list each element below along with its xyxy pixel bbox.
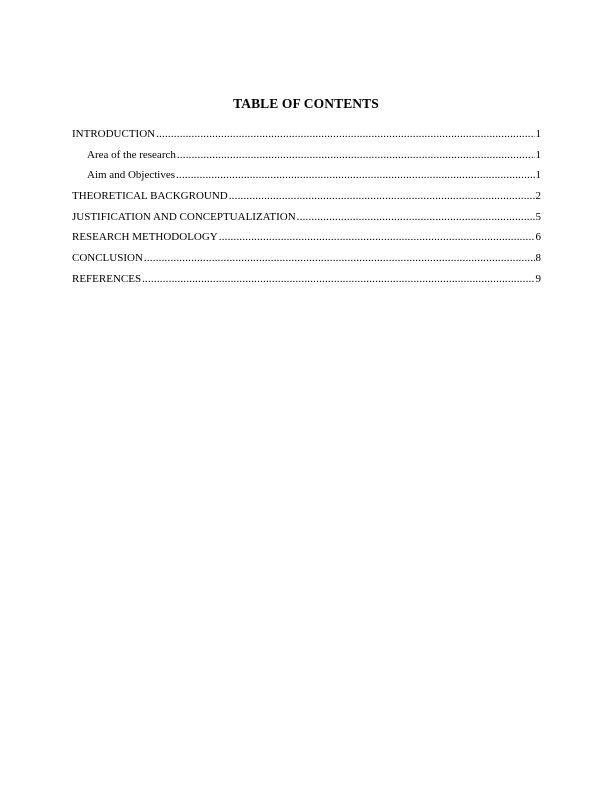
- dot-leader: [176, 168, 535, 182]
- toc-entry-page: 6: [535, 231, 541, 244]
- toc-entry-label: Aim and Objectives: [87, 169, 175, 182]
- dot-leader: [156, 127, 534, 141]
- toc-entry-aim-and-objectives[interactable]: [72, 168, 541, 189]
- dot-leader: [144, 251, 535, 265]
- toc-entry-page: 1: [535, 148, 541, 161]
- toc-entry-research-methodology[interactable]: [72, 230, 541, 251]
- dot-leader: [142, 272, 534, 286]
- toc-entry-label: THEORETICAL BACKGROUND: [72, 190, 228, 203]
- toc-entry-page: 5: [535, 210, 541, 223]
- toc-entry-label: Area of the research: [87, 148, 176, 161]
- toc-entry-label: INTRODUCTION: [72, 128, 156, 140]
- toc-entry-page: 1: [535, 128, 541, 140]
- dot-leader: [219, 230, 535, 244]
- toc-title: TABLE OF CONTENTS: [233, 96, 379, 111]
- table-of-contents: [72, 127, 541, 293]
- toc-entry-page: 1: [535, 169, 541, 182]
- toc-entry-label: RESEARCH METHODOLOGY: [72, 231, 218, 244]
- toc-entry-label: JUSTIFICATION AND CONCEPTUALIZATION: [72, 210, 296, 223]
- toc-entry-introduction[interactable]: [72, 127, 541, 148]
- toc-entry-conclusion[interactable]: [72, 251, 541, 272]
- dot-leader: [177, 148, 535, 162]
- dot-leader: [297, 210, 535, 224]
- toc-entry-page: 9: [535, 272, 541, 285]
- toc-entry-page: 8: [535, 252, 541, 265]
- toc-entry-theoretical-background[interactable]: [72, 189, 541, 210]
- toc-entry-label: REFERENCES: [72, 272, 142, 285]
- toc-entry-area-of-research[interactable]: [72, 148, 541, 169]
- toc-entry-justification[interactable]: [72, 210, 541, 231]
- toc-entry-label: CONCLUSION: [72, 252, 143, 265]
- dot-leader: [229, 189, 535, 203]
- toc-entry-references[interactable]: [72, 272, 541, 293]
- toc-entry-page: 2: [535, 190, 541, 203]
